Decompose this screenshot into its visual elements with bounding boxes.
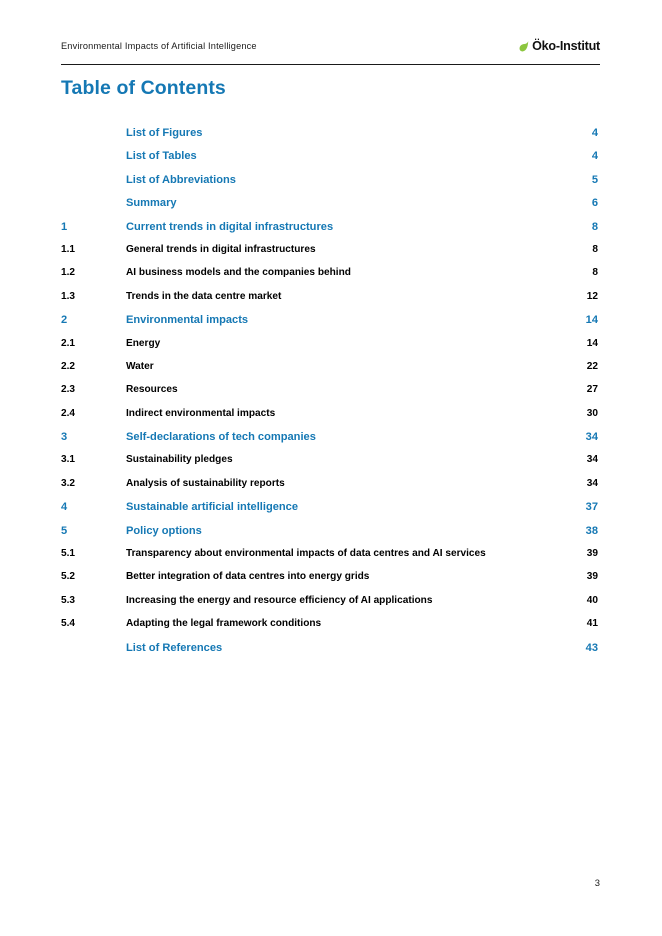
toc-entry-page-number: 43	[585, 641, 598, 654]
toc-entry-label: Better integration of data centres into energy grids	[126, 571, 370, 583]
toc-entry-label: Resources	[126, 384, 178, 396]
toc-entry-label: List of References	[126, 641, 223, 654]
toc-entry-label: Trends in the data centre market	[126, 290, 282, 302]
toc-entry-page-number: 4	[591, 127, 598, 139]
toc-entry-page-number: 34	[586, 477, 598, 489]
toc-entry-label: Sustainability pledges	[126, 454, 233, 466]
toc-entry-page-number: 40	[586, 594, 598, 606]
toc-entry-number: 1.2	[61, 267, 76, 279]
toc-entry[interactable]	[61, 618, 598, 641]
toc-entry-label: Current trends in digital infrastructures	[126, 220, 334, 233]
toc-entry-page-number: 22	[586, 360, 598, 372]
toc-entry[interactable]	[61, 150, 598, 173]
toc-entry-label: Self-declarations of tech companies	[126, 431, 316, 444]
toc-entry-page-number: 27	[586, 384, 598, 396]
toc-entry-label: Increasing the energy and resource efficiency of AI applications	[126, 594, 433, 606]
toc-entry[interactable]	[61, 127, 598, 150]
table-of-contents	[61, 127, 598, 665]
toc-entry-page-number: 34	[586, 454, 598, 466]
toc-entry[interactable]	[61, 291, 598, 314]
toc-entry-page-number: 30	[586, 407, 598, 419]
toc-entry[interactable]	[61, 244, 598, 267]
toc-entry[interactable]	[61, 197, 598, 220]
toc-entry-number: 5.2	[61, 571, 76, 583]
toc-entry-label: Water	[126, 360, 154, 372]
toc-entry-label: Transparency about environmental impacts of data centres and AI services	[126, 548, 486, 560]
toc-entry[interactable]	[61, 361, 598, 384]
toc-entry[interactable]	[61, 571, 598, 594]
toc-entry-page-number: 39	[586, 571, 598, 583]
toc-entry-label: Indirect environmental impacts	[126, 407, 276, 419]
toc-entry-number: 5.3	[61, 594, 76, 606]
toc-entry-number: 3.2	[61, 477, 76, 489]
toc-entry[interactable]	[61, 314, 598, 337]
toc-entry[interactable]	[61, 408, 598, 431]
toc-entry-number: 2.1	[61, 337, 76, 349]
toc-entry-page-number: 14	[585, 314, 598, 327]
running-header-title: Environmental Impacts of Artificial Intelligence	[61, 41, 257, 51]
toc-entry-page-number: 39	[586, 548, 598, 560]
toc-entry-page-number: 4	[591, 150, 598, 163]
toc-entry-page-number: 34	[585, 431, 598, 444]
toc-entry-number: 3.1	[61, 454, 76, 466]
green-leaf-icon	[518, 40, 530, 52]
toc-entry[interactable]	[61, 501, 598, 524]
toc-entry-page-number: 14	[586, 337, 598, 349]
toc-entry[interactable]	[61, 454, 598, 477]
toc-entry-number: 1.1	[61, 243, 76, 255]
toc-entry[interactable]	[61, 642, 598, 665]
toc-entry-label: Sustainable artificial intelligence	[126, 501, 299, 514]
toc-entry-label: AI business models and the companies behind	[126, 267, 351, 279]
toc-entry-page-number: 8	[592, 267, 598, 279]
toc-entry[interactable]	[61, 174, 598, 197]
toc-entry[interactable]	[61, 338, 598, 361]
toc-entry-label: Analysis of sustainability reports	[126, 477, 285, 489]
oko-institut-logo	[518, 40, 600, 53]
toc-entry-number: 2.4	[61, 407, 76, 419]
oko-institut-wordmark: Öko-Institut	[532, 39, 600, 53]
toc-entry[interactable]	[61, 478, 598, 501]
page-header	[61, 40, 600, 65]
toc-entry-number: 1.3	[61, 290, 76, 302]
toc-entry-label: General trends in digital infrastructures	[126, 243, 316, 255]
footer-page-number: 3	[594, 877, 600, 888]
toc-entry-number: 2.3	[61, 384, 76, 396]
toc-entry[interactable]	[61, 384, 598, 407]
toc-entry-page-number: 5	[591, 173, 598, 186]
toc-entry[interactable]	[61, 595, 598, 618]
toc-entry[interactable]	[61, 221, 598, 244]
toc-entry-label: Environmental impacts	[126, 314, 249, 327]
toc-entry-page-number: 41	[586, 618, 598, 630]
toc-entry-label: Energy	[126, 337, 161, 349]
toc-entry-label: Adapting the legal framework conditions	[126, 618, 322, 630]
toc-entry-label: Summary	[126, 197, 177, 210]
toc-entry-number: 1	[61, 220, 68, 233]
toc-entry-page-number: 38	[585, 524, 598, 537]
toc-entry[interactable]	[61, 267, 598, 290]
toc-entry-page-number: 12	[586, 290, 598, 302]
toc-entry-number: 3	[61, 431, 68, 444]
toc-entry-label: List of Tables	[126, 150, 197, 163]
toc-entry-number: 5	[61, 524, 68, 537]
toc-entry-page-number: 37	[585, 501, 598, 514]
toc-entry[interactable]	[61, 525, 598, 548]
page-title: Table of Contents	[61, 77, 226, 99]
toc-entry-page-number: 8	[592, 243, 598, 255]
toc-entry-page-number: 6	[591, 197, 598, 210]
toc-entry-number: 5.4	[61, 618, 76, 630]
toc-entry-label: List of Figures	[126, 127, 203, 139]
toc-entry-label: List of Abbreviations	[126, 173, 236, 186]
toc-entry-number: 2	[61, 314, 68, 327]
toc-entry-number: 4	[61, 501, 68, 514]
toc-entry[interactable]	[61, 431, 598, 454]
toc-entry-page-number: 8	[591, 220, 598, 233]
toc-entry-number: 5.1	[61, 548, 76, 560]
toc-entry-number: 2.2	[61, 360, 76, 372]
toc-entry-label: Policy options	[126, 524, 202, 537]
toc-entry[interactable]	[61, 548, 598, 571]
